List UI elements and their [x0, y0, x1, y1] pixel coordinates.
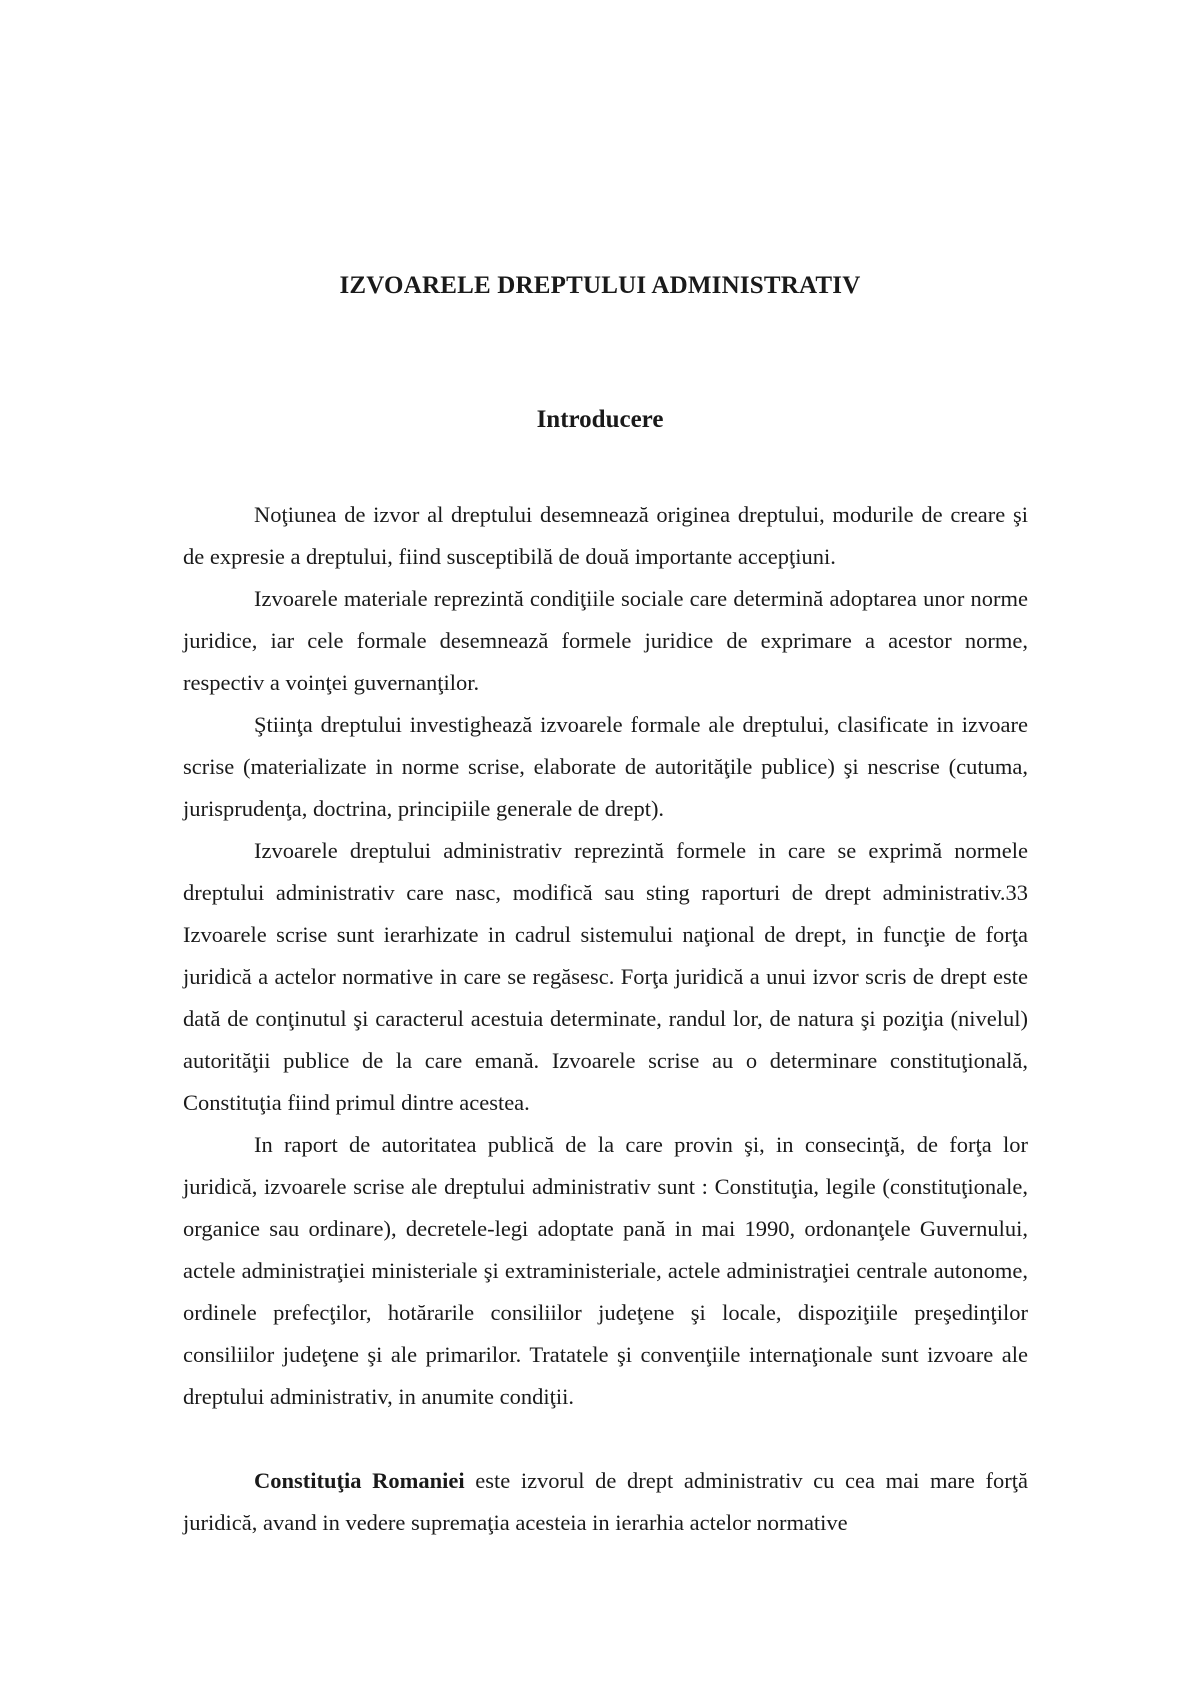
document-title: IZVOARELE DREPTULUI ADMINISTRATIV: [339, 272, 861, 299]
paragraph-6-text: este izvorul de drept administrativ cu cea mai mare forţă juridică, avand in vedere supremaţia acesteia in ierarhia actelor normative: [183, 1468, 1028, 1535]
paragraph-2: Izvoarele materiale reprezintă condiţiile sociale care determină adoptarea unor norme juridice, iar cele formale desemnează formele juridice de exprimare a acestor norme, respectiv a voinţei guvernanţilor.: [183, 586, 1028, 695]
paragraph-4: Izvoarele dreptului administrativ reprezintă formele in care se exprimă normele dreptului administrativ care nasc, modifică sau sting raporturi de drept administrativ.33 Izvoarele scrise sunt ierarhizate in cadrul sistemului naţional de drept, in funcţie de forţa juridică a actelor normative in care se regăsesc. Forţa juridică a unui izvor scris de drept este dată de conţinutul şi caracterul acestuia determinate, randul lor, de natura şi poziţia (nivelul) autorităţii publice de la care emană. Izvoarele scrise au o determinare constituţională, Constituţia fiind primul dintre acestea.: [183, 838, 1028, 1115]
bold-lead: Constituţia Romaniei: [254, 1468, 465, 1493]
paragraph-5: In raport de autoritatea publică de la care provin şi, in consecinţă, de forţa lor juridică, izvoarele scrise ale dreptului administrativ sunt : Constituţia, legile (constituţionale, organice sau ordinare), decretele-legi adoptate pană in mai 1990, ordonanţele Guvernului, actele administraţiei ministeriale şi extraministeriale, actele administraţiei centrale autonome, ordinele prefecţilor, hotărarile consiliilor judeţene şi locale, dispoziţiile preşedinţilor consiliilor judeţene şi ale primarilor. Tratatele şi convenţiile internaţionale sunt izvoare ale dreptului administrativ, in anumite condiţii.: [183, 1132, 1028, 1409]
body-text: [183, 494, 1028, 1544]
paragraph-3: Ştiinţa dreptului investighează izvoarele formale ale dreptului, clasificate in izvoare scrise (materializate in norme scrise, elaborate de autorităţile publice) şi nescrise (cutuma, jurisprudenţa, doctrina, principiile generale de drept).: [183, 712, 1028, 821]
paragraph-6: [183, 1460, 1028, 1544]
paragraph-1: Noţiunea de izvor al dreptului desemnează originea dreptului, modurile de creare şi de expresie a dreptului, fiind susceptibilă de două importante accepţiuni.: [183, 502, 1028, 569]
section-heading: Introducere: [536, 406, 664, 433]
